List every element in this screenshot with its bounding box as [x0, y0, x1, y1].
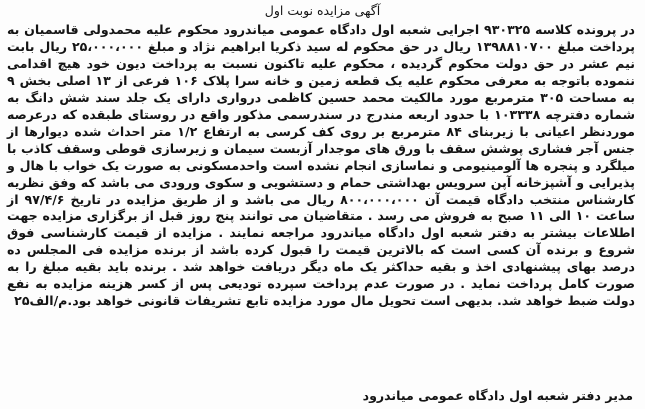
notice-title: آگهی مزایده نوبت اول	[264, 3, 381, 18]
notice-footer: مدیر دفتر شعبه اول دادگاه عمومی میاندرود	[362, 388, 633, 403]
notice-body: در پرونده کلاسه ۹۳۰۳۲۵ اجرایی شعبه اول دادگاه عمومی میاندرود محکوم علیه محمدولی قاسمیان به پرداخت مبلغ ۱۳۹۸۸۱۰۷۰۰ ریال در حق محکوم له سید ذکریا ابراهیم نژاد و مبلغ ۲۵،۰۰۰،۰۰۰ ریال بابت نیم عشر در حق دولت محکوم گردیده ، محکوم علیه تاکنون نسبت به پرداخت دیون خود هیچ اقدامی ننموده باتوجه به معرفی محکوم علیه یک قطعه زمین و خانه سرا پلاک ۱۰۶ فرعی از ۱۳ اصلی بخش ۹ به مساحت ۳۰۵ مترمربع مورد مالکیت محمد حسین کاظمی درواری دارای یک جلد سند شش دانگ به شماره دفترچه ۱۰۳۳۳۸ با حدود اربعه مندرج در سندرسمی مذکور واقع در روستای طبقده که درعرصه موردنظر اعیانی با زیربنای ۸۴ مترمربع بر روی کف کرسی به ارتفاع ۱/۲ متر احداث شده دیوارها از جنس آجر فشاری پوشش سقف با ورق های موجدار آزبست سیمان و زیرسازی قوطی وسقف کاذب با میلگرد و پنجره ها آلومینیومی و نماسازی انجام نشده است واحدمسکونی به صورت یک خواب با هال و پذیرایی و آشپزخانه آپن سرویس بهداشتی حمام و دستشویی و سکوی ورودی می باشد که وفق نظریه کارشناس منتخب دادگاه قیمت آن ۸۰۰،۰۰۰،۰۰۰ ریال می باشد و از طریق مزایده در تاریخ ۹۷/۴/۶ از ساعت ۱۰ الی ۱۱ صبح به فروش می رسد . متقاضیان می توانند پنج روز قبل از برگزاری مزایده جهت اطلاعات بیشتر به دفتر شعبه اول دادگاه میاندرود مراجعه نمایند . مزایده از قیمت کارشناسی فوق شروع و برنده آن کسی است که بالاترین قیمت را قبول کرده باشد از برنده مزایده فی المجلس ده درصد بهای پیشنهادی اخذ و بقیه حداکثر یک ماه دیگر دریافت خواهد شد . برنده باید بقیه مبلغ را به صورت کامل پرداخت نماید . در صورت عدم پرداخت سپرده تودیعی پس از کسر هزینه مزایده به نفع دولت ضبط خواهد شد. بدیهی است تحویل مال مورد مزایده تابع تشریفات قانونی خواهد بود.م/الف۲۵	[7, 22, 636, 309]
